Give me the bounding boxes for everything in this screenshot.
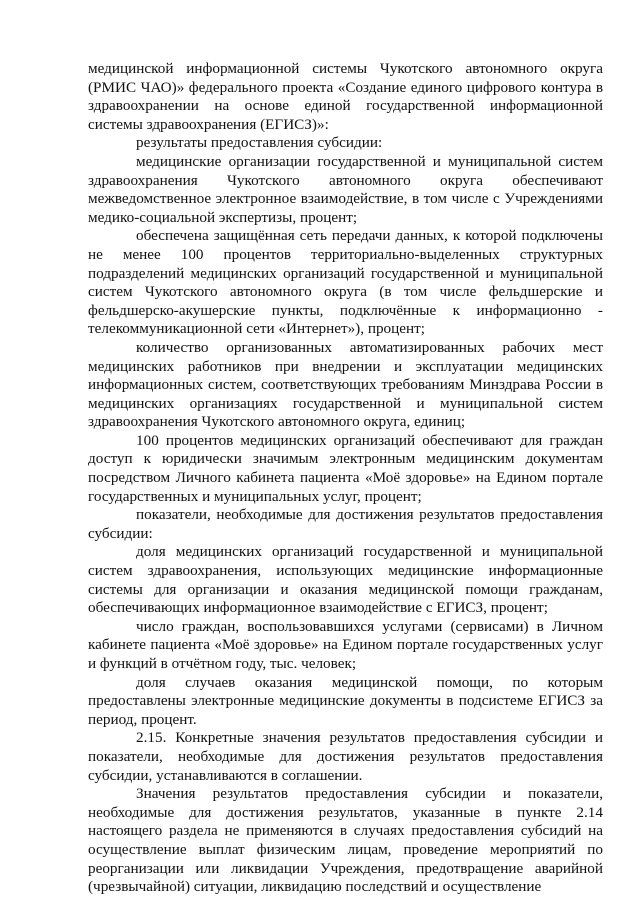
- paragraph-results-heading: результаты предоставления субсидии:: [136, 134, 383, 152]
- paragraph-interagency-interaction: медицинские организации государственной и муниципальной систем здравоохранения Чукотского автономного округа обеспечивают межведомственное электронное взаимодействие, в том числе с Учреждениями медико-социальной экспертизы, процент;: [88, 152, 603, 226]
- paragraph-personal-account-access: 100 процентов медицинских организаций обеспечивают для граждан доступ к юридически значимым электронным медицинским документам посредством Личного кабинета пациента «Моё здоровье» на Едином портале государственных и муниципальных услуг, процент;: [88, 431, 603, 505]
- paragraph-electronic-documents-share: доля случаев оказания медицинской помощи, по которым предоставлены электронные медицинские документы в подсистеме ЕГИСЗ за период, процент.: [88, 673, 603, 728]
- paragraph-rmis-continuation: медицинской информационной системы Чукотского автономного округа (РМИС ЧАО)» федерального проекта «Создание единого цифрового контура в здравоохранении на основе единой государственной информационной системы здравоохранения (ЕГИСЗ)»:: [88, 60, 603, 133]
- paragraph-indicators-heading: показатели, необходимые для достижения результатов предоставления субсидии:: [88, 506, 603, 542]
- paragraph-mis-share: доля медицинских организаций государственной и муниципальной систем здравоохранения, использующих медицинские информационные системы для организации и оказания медицинской помощи гражданам, обеспечивающих информационное взаимодействие с ЕГИСЗ, процент;: [88, 543, 603, 617]
- paragraph-secure-network: обеспечена защищённая сеть передачи данных, к которой подключены не менее 100 процентов территориально-выделенных структурных подразделений медицинских организаций государственной и муниципальной систем Чукотского автономного округа (в том числе фельдшерские и фельдшерско-акушерские пункты, подключённые к информационно - телекоммуникационной сети «Интернет»), процент;: [88, 227, 603, 338]
- paragraph-clause-2-15: 2.15. Конкретные значения результатов предоставления субсидии и показатели, необходимые для достижения результатов предоставления субсидии, устанавливаются в соглашении.: [88, 729, 603, 784]
- document-body: [88, 60, 603, 897]
- paragraph-citizens-count: число граждан, воспользовавшихся услугами (сервисами) в Личном кабинете пациента «Моё здоровье» на Едином портале государственных услуг и функций в отчётном году, тыс. человек;: [88, 617, 603, 672]
- paragraph-workstations-count: количество организованных автоматизированных рабочих мест медицинских работников при внедрении и эксплуатации медицинских информационных систем, соответствующих требованиям Минздрава России в медицинских организациях государственной и муниципальной систем здравоохранения Чукотского автономного округа, единиц;: [88, 338, 603, 431]
- paragraph-values-not-applied: Значения результатов предоставления субсидии и показатели, необходимые для достижения результатов, указанные в пункте 2.14 настоящего раздела не применяются в случаях предоставления субсидий на осуществление выплат физическим лицам, проведение мероприятий по реорганизации или ликвидации Учреждения, предотвращение аварийной (чрезвычайной) ситуации, ликвидацию последствий и осуществление: [88, 785, 603, 896]
